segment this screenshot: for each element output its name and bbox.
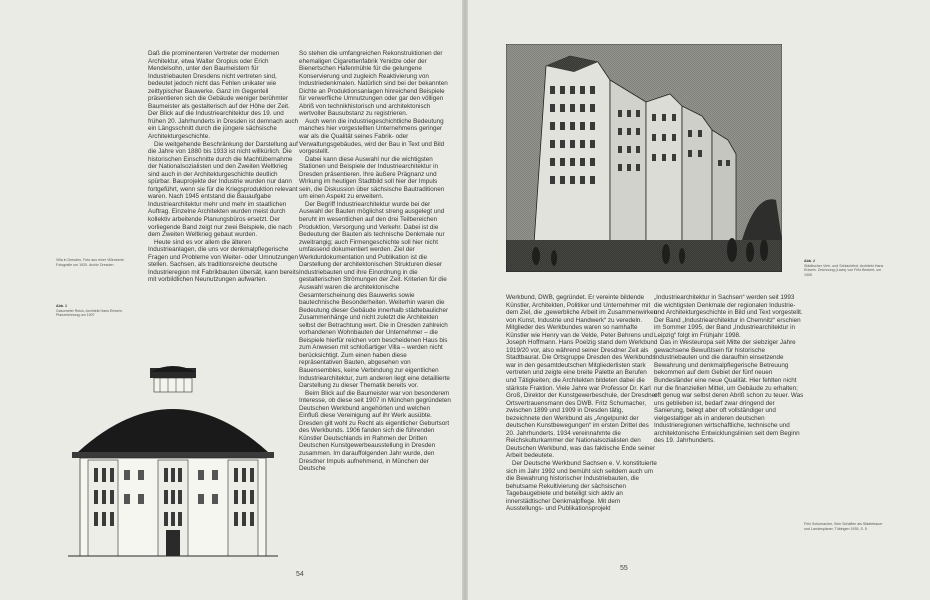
left-col-2 [299,50,451,473]
gasometer-drawing [58,360,288,560]
left-col-1 [148,50,300,284]
right-col-1 [506,294,658,513]
paragraph: Auch wenn die industriegeschichtliche Bedeutung manches hier vorgestellten Unternehmens geringer war als die Qualität seines Fabrik- oder Verwaltungsgebäudes, wird der Bau in Text und Bild vorgestellt. [299,117,445,156]
paragraph: Daß die prominenteren Vertreter der modernen Architektur, etwa Walter Gropius oder Erich Mendelsohn, unter den Baumeistern für Industriebauten Dresdens nicht vertreten sind, bedeutet jedoch nicht das Fehlen unikater wie zeittypischer Bauwerke. Ganz im Gegenteil präsentieren sich die Gebäude weniger berühmter Baumeister als gestalterisch auf der Höhe der Zeit. Der Blick auf die Industriearchitektur des 19. und frühen 20. Jahrhunderts in Dresden ist demnach auch ein Längsschnitt durch die jüngere sächsische Architekturgeschichte. [148,50,299,141]
paragraph: „Industriearchitektur in Sachsen“ werden seit 1993 die wichtigsten Denkmale der regionalen Industrie- und Architekturgeschichte in Bild und Text vorgestellt. Der Band „Industriearchitektur in Chemnitz“ erschien im Sommer 1995, der Band „Industriearchitektur in Leipzig“ folgt im Frühjahr 1998. [654,294,803,339]
caption-gasometer [56,304,132,318]
left-page [0,0,462,600]
caption-slaughterhouse [804,259,884,277]
paragraph: Heute sind es vor allem die älteren Industrieanlagen, die uns vor denkmalpflegerische Fragen und Probleme von Weiter- oder Umnutzungen stellen. Sachsen, als traditionsreiche deutsche Industrieregion mit Fabrikbauten übersät, kann bereits mit vorbildlichen Neunutzungen aufwarten. [148,238,299,284]
page-number: 55 [620,565,628,572]
paragraph: Dabei kann diese Auswahl nur die wichtigsten Stationen und Beispiele der Industriearchitektur in Dresden präsentieren. Ihre äußere Prägnanz und Wirkung im heutigen Stadtbild soll hier der Impuls sein, die Diskussion über sächsische Bautraditionen um einen Aspekt zu erweitern. [299,155,445,201]
right-page [468,0,930,600]
paragraph: Der Deutsche Werkbund Sachsen e. V. konstituierte sich im Jahr 1992 und bemüht sich seitdem auch um die Bewahrung historischer Industriebauten, die behutsame Rekultivierung der sächsischen Tagebaugebiete und beteiligt sich aktiv an innerstädtischer Denkmalpflege. Mit dem Ausstellungs- und Publikationsprojekt [506,460,657,513]
paragraph: So stehen die umfangreichen Rekonstruktionen der ehemaligen Cigarettenfabrik Yenidze oder der Bienertschen Hafenmühle für die gelungene Konservierung und zugleich Reaktivierung von Industriedenkmalen. Natürlich sind bei der bekannten Dichte an Produktionsanlagen hinreichend Beispiele für verwerfliche Umnutzungen oder gar den völligen Abriß von technikhistorisch und architektonisch wertvoller Bausubstanz zu registrieren. [299,50,448,118]
paragraph: Das in Westeuropa seit Mitte der siebziger Jahre gewachsene Bewußtsein für historische Industriebauten und die daraufhin einsetzende Bewahrung und denkmalpflegerische Betreuung bekommen auf dem Gebiet der fünf neuen Bundesländer eine neue Qualität. Hier fehlten nicht nur die finanziellen Mittel, um Gebäude zu erhalten; oft genug war selbst deren Abriß schon zu teuer. Was uns geblieben ist, bedarf zwar dringend der Sanierung, belegt aber oft vollständiger und vielgestaltiger als in anderen deutschen Industrieregionen wirtschaftliche, technische und architektonische Entwicklungslinien seit dem Beginn des 19. Jahrhunderts. [654,339,804,445]
paragraph: Der Begriff Industriearchitektur wurde bei der Auswahl der Bauten möglichst streng ausgelegt und beruht im wesentlichen auf den drei Teilbereichen Produktion, Versorgung und Verkehr. Dabei ist die Bedeutung der Bauten als technische Denkmale nur zweitrangig; auch Firmengeschichte soll hier nicht umfassend dokumentiert werden. Ziel der Werkdurdokumentation und Publikation ist die Darstellung der architektonischen Strukturen dieser Industriebauten und ihre Einordnung in die gestalterischen Strömungen der Zeit. Kriterien für die Auswahl waren die architektonische Gesamterscheinung des Bauwerks sowie bautechnische Besonderheiten. Weiterhin waren die Bedeutung dieser Gebäude innerhalb städtebaulicher Zusammenhänge und nicht zuletzt die Architekten selbst der Betrachtung wert. Die in Dresden zahlreich vorhandenen Wohnbauten der Unternehmer – die Beispiele hierfür reichen vom bescheidenen Haus bis zum Anwesen mit schloßartiger Villa – werden nicht berücksichtigt. Zum einen haben diese repräsentativen Bauten, abgesehen von Bauensembles, keine Verbindung zur eigentlichen Industriearchitektur, zum anderen liegt eine detaillierte Darstellung zu dieser Thematik bereits vor. [299,200,450,390]
paragraph: Werkbund, DWB, gegründet. Er vereinte bildende Künstler, Architekten, Politiker und Unternehmer mit dem Ziel, die „gewerbliche Arbeit im Zusammenwirken von Kunst, Industrie und Handwerk“ zu veredeln. Mitglieder des Werkbundes waren so namhafte Künstler wie Henry van de Velde, Peter Behrens und Joseph Hoffmann. Hans Poelzig stand dem Werkbund 1919/20 vor, also während seiner Dresdner Zeit als Stadtbaurat. Die Ortsgruppe Dresden des Werkbunds war in den gesamtdeutschen Mitgliederlisten stark vertreten und zeigte eine breite Palette an Berufen und Tätigkeiten; die Architekten bildeten dabei die stärkste Fraktion. Viele Jahre war Professor Dr. Karl Groß, Direktor der Kunstgewerbeschule, der Dresdner Ortsvertrauensmann des DWB. Fritz Schumacher, zwischen 1899 und 1909 in Dresden tätig, bezeichnete den Werkbund als „Angelpunkt der deutschen Kunstbewegungen“ im ersten Drittel des 20. Jahrhunderts. 1934 vereinnahmte die Reichskulturkammer der Nationalsozialisten den Deutschen Werkbund, was das faktische Ende seiner Arbeit bedeutete. [506,294,658,460]
slaughterhouse-drawing [506,44,782,272]
caption-label: Abb. 1 [56,304,67,308]
paragraph: Die weitgehende Beschränkung der Darstellung auf die Jahre von 1880 bis 1933 ist nicht willkürlich. Die historischen Einschnitte durch die Machtübernahme der Nationalsozialisten und den Zweiten Weltkrieg sind auch in der Architekturgeschichte deutlich spürbar. Bauprojekte der Industrie wurden nur dann fortgeführt, wenn sie für die Kriegsproduktion relevant waren. Nach 1945 entstand die Bauaufgabe Industriearchitektur mehr und mehr im staatlichen Auftrag. Einzelne Architekten wurden meist durch kollektiv arbeitende Planungsbüros ersetzt. Der vorliegende Band zeigt nur zwei Beispiele, die nach dem Zweiten Weltkrieg gebaut wurden. [148,140,298,239]
right-col-2 [654,294,804,445]
footnote-schumacher [804,522,884,531]
caption-villa [56,258,128,267]
paragraph: Beim Blick auf die Baumeister war von besonderem Interesse, ob diese seit 1907 in München gegründeten Deutschen Werkbund angehörten und welchen Einfluß diese Vereinigung auf ihr Werk ausübte. Dresden gilt wohl zu Recht als eigentlicher Geburtsort des Werkbunds. 1906 fanden sich die führenden Künstler Deutschlands im Rahmen der Dritten Deutschen Kunstgewerbeausstellung in Dresden zusammen. Im darauffolgenden Jahr wurde, den Dresdner Impuls aufnehmend, in München der Deutsche [299,389,451,473]
caption-text: Gasometer Reick, Architekt Hans Erlwein. Planzeichnung um 1907 [56,308,123,318]
caption-text: Villa in Dresden, Foto aus einer Villenserie. Fotografie um 1920. Archiv Dresden [56,258,125,267]
caption-label: Abb. 2 [804,259,815,263]
page-number: 54 [296,571,304,578]
footnote-text: Fritz Schumacher, Sein Schaffen als Städtebauer und Landesplaner, Tübingen 1935, S. 5 [804,522,883,531]
caption-text: Städtischer Vieh- und Schlachthof, Architekt Hans Erlwein. Zeichnung (Lavis) von Fritz Beckert, um 1905 [804,263,884,277]
